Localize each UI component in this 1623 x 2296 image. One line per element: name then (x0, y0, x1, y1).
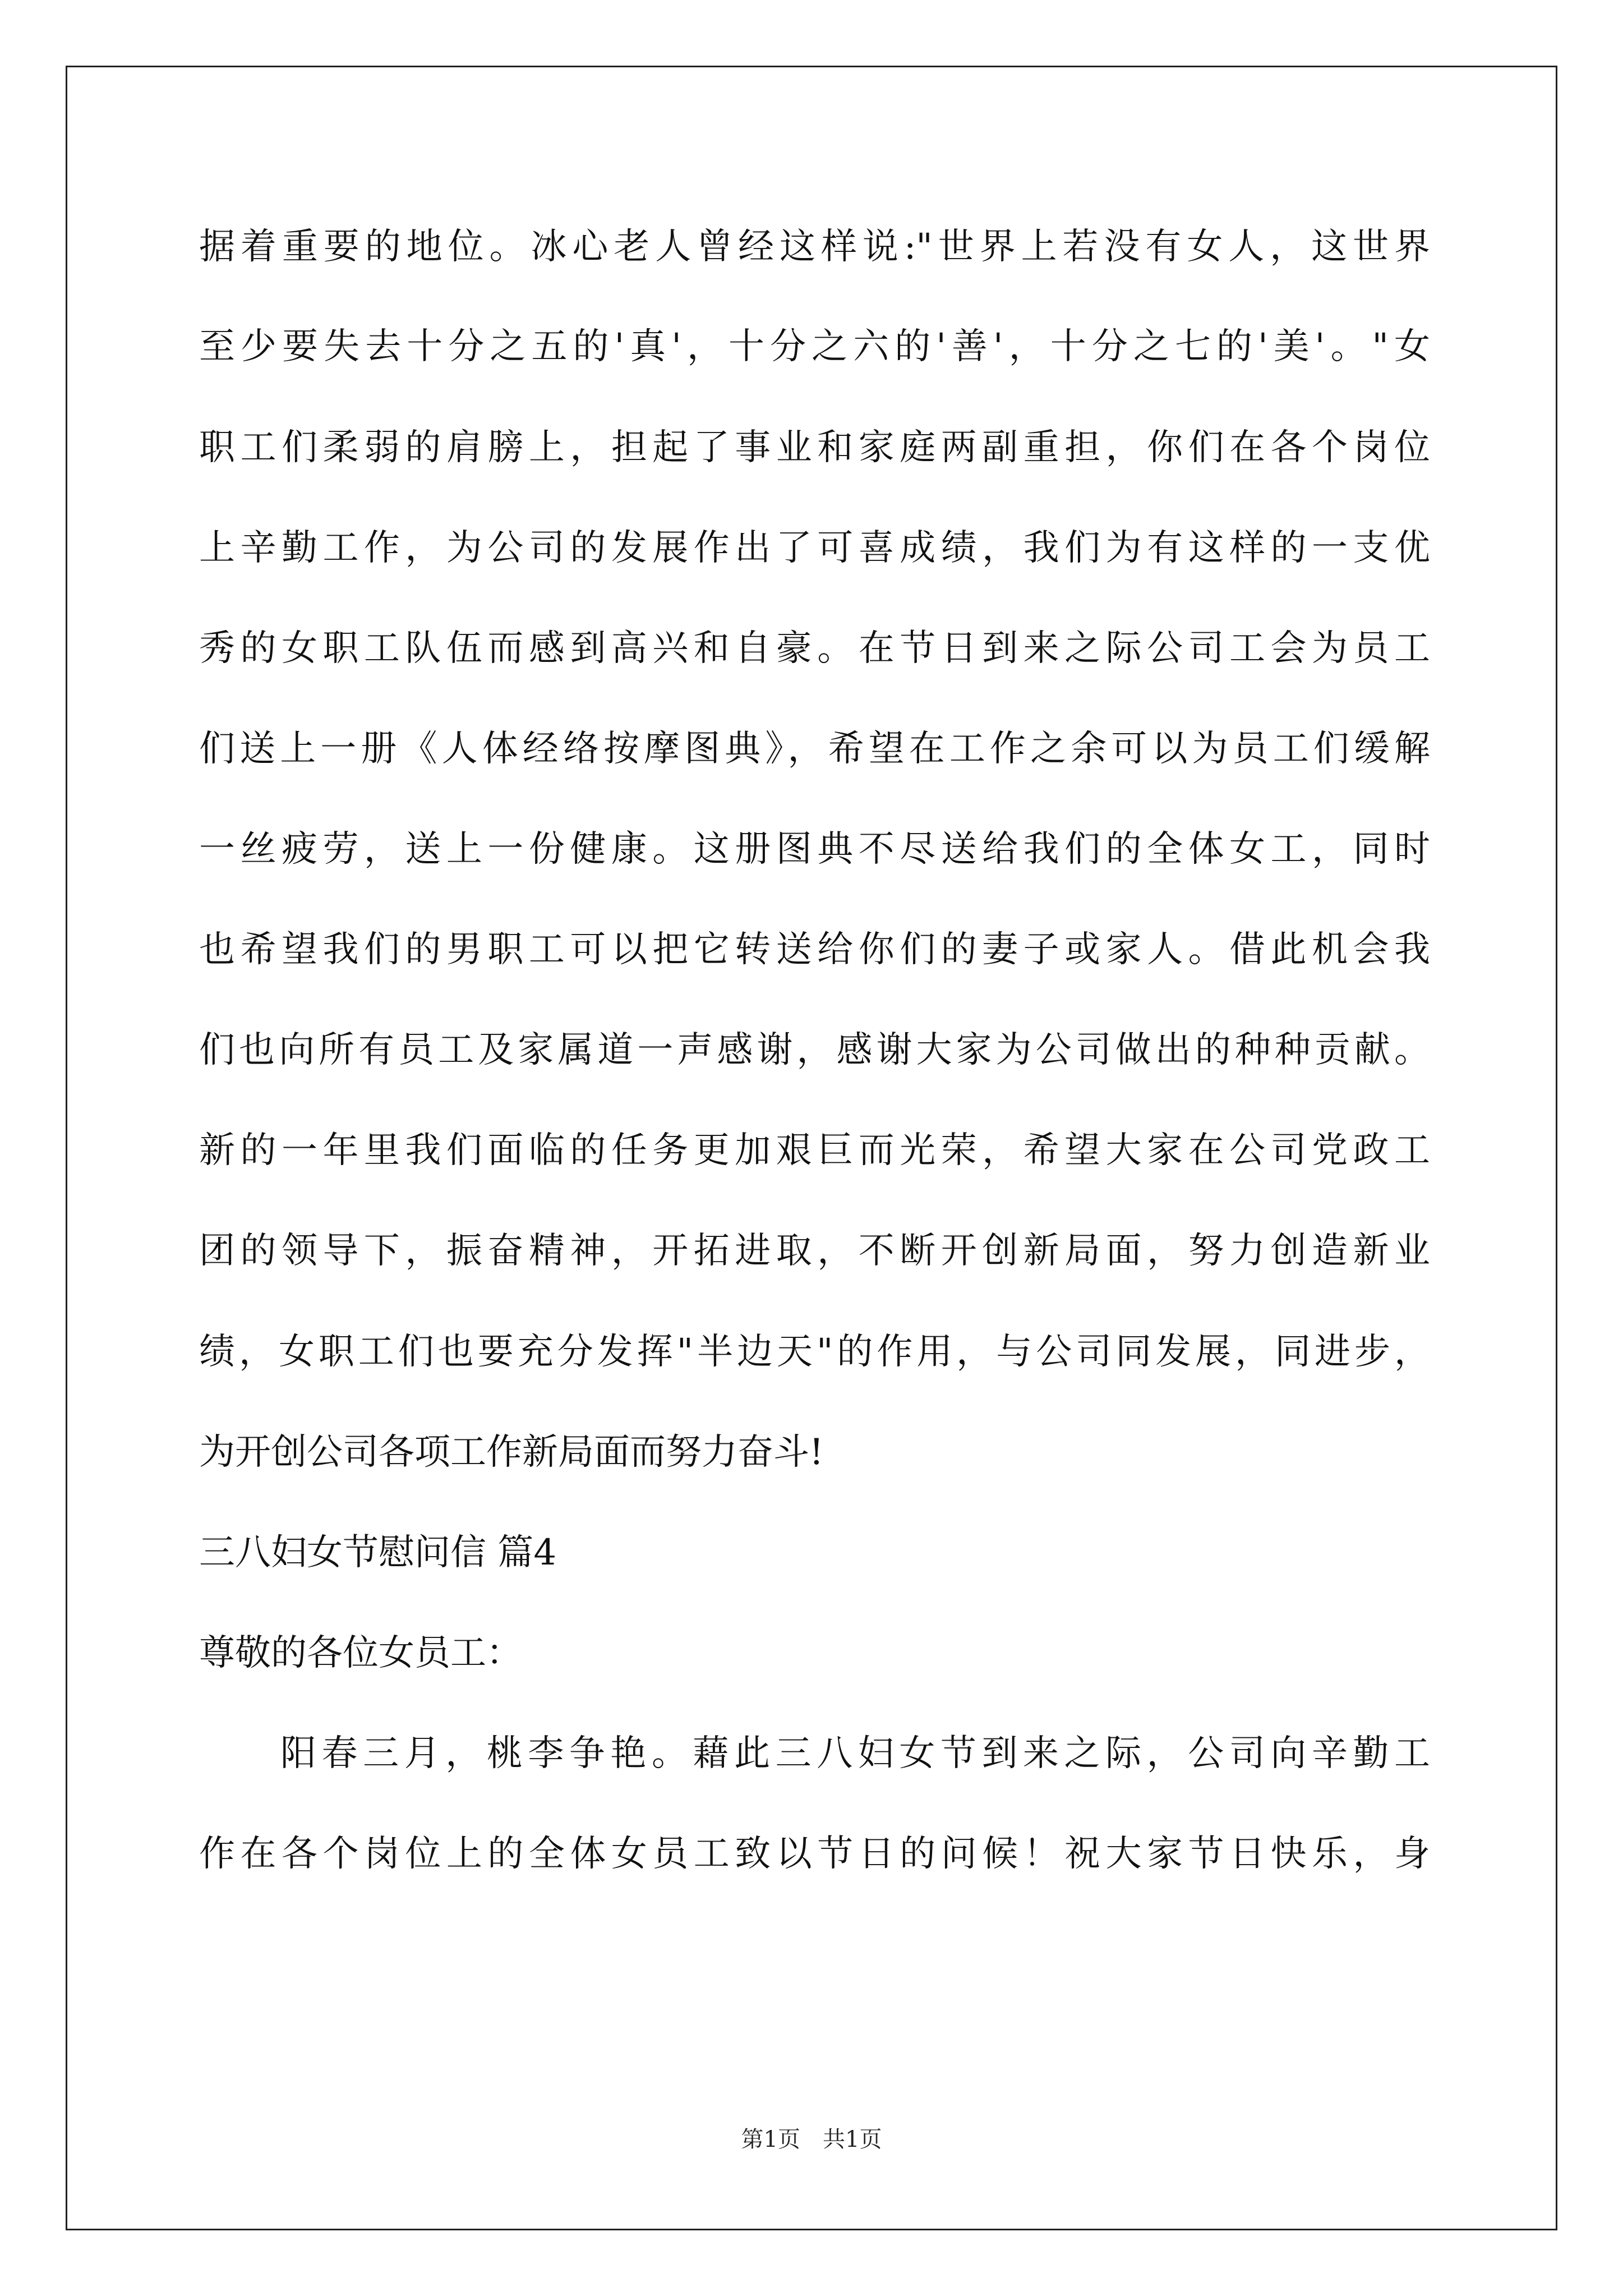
body-line: 新的一年里我们面临的任务更加艰巨而光荣，希望大家在公司党政工 (199, 1130, 1430, 1171)
body-line: 一丝疲劳，送上一份健康。这册图典不尽送给我们的全体女工，同时 (199, 829, 1430, 870)
paragraph-line: 阳春三月，桃李争艳。藉此三八妇女节到来之际，公司向辛勤工 (280, 1733, 1430, 1774)
body-line: 们也向所有员工及家属道一声感谢，感谢大家为公司做出的种种贡献。 (199, 1029, 1430, 1071)
body-line: 团的领导下，振奋精神，开拓进取，不断开创新局面，努力创造新业 (199, 1230, 1430, 1272)
paragraph-line: 作在各个岗位上的全体女员工致以节日的问候！祝大家节日快乐，身 (199, 1833, 1430, 1875)
body-line: 也希望我们的男职工可以把它转送给你们的妻子或家人。借此机会我 (199, 929, 1430, 970)
body-line: 们送上一册《人体经络按摩图典》，希望在工作之余可以为员工们缓解 (199, 728, 1430, 770)
body-line: 绩，女职工们也要充分发挥"半边天"的作用，与公司同发展，同进步， (199, 1331, 1430, 1373)
page-footer: 第1页 共1页 (741, 2127, 882, 2152)
body-line: 据着重要的地位。冰心老人曾经这样说:"世界上若没有女人，这世界 (199, 226, 1430, 268)
body-line: 为开创公司各项工作新局面而努力奋斗! (199, 1432, 824, 1473)
body-line: 至少要失去十分之五的'真'，十分之六的'善'，十分之七的'美'。"女 (199, 326, 1430, 367)
body-line: 职工们柔弱的肩膀上，担起了事业和家庭两副重担，你们在各个岗位 (199, 427, 1430, 468)
salutation: 尊敬的各位女员工： (199, 1632, 522, 1674)
body-line: 上辛勤工作，为公司的发展作出了可喜成绩，我们为有这样的一支优 (199, 527, 1430, 569)
section-title: 三八妇女节慰问信 篇4 (199, 1532, 557, 1573)
body-line: 秀的女职工队伍而感到高兴和自豪。在节日到来之际公司工会为员工 (199, 628, 1430, 669)
